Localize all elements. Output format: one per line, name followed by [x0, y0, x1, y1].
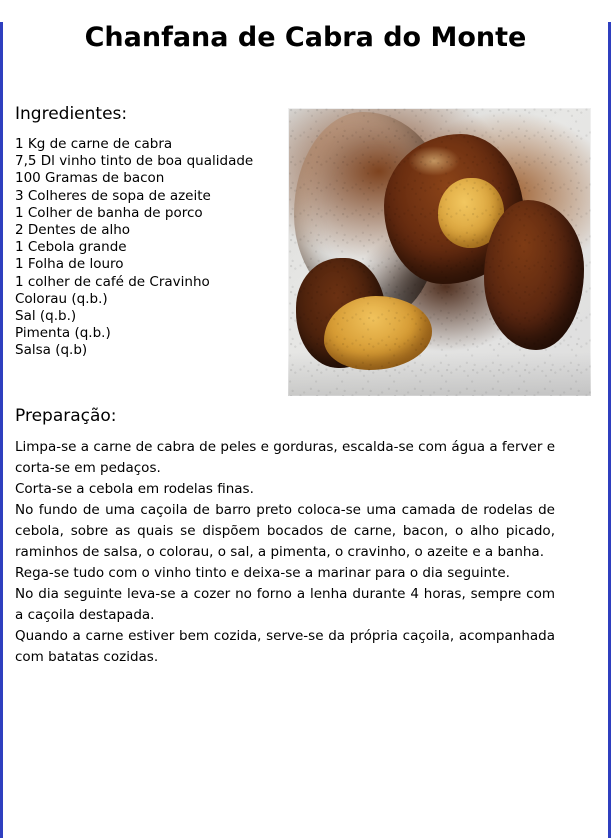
page-title: Chanfana de Cabra do Monte	[84, 22, 527, 53]
preparation-paragraph: No dia seguinte leva-se a cozer no forno a lenha durante 4 horas, sempre com a caçoila destapada.	[15, 586, 555, 623]
list-item: 3 Colheres de sopa de azeite	[15, 187, 211, 204]
list-item: Colorau (q.b.)	[15, 290, 108, 307]
preparation-paragraph: Rega-se tudo com o vinho tinto e deixa-se a marinar para o dia seguinte.	[15, 565, 510, 581]
list-item: Sal (q.b.)	[15, 308, 77, 325]
list-item: 2 Dentes de alho	[15, 222, 131, 239]
preparation-paragraph: Quando a carne estiver bem cozida, serve-se da própria caçoila, acompanhada com batatas cozidas.	[15, 628, 555, 665]
ingredients-heading: Ingredientes:	[15, 104, 128, 124]
preparation-paragraph: No fundo de uma caçoila de barro preto coloca-se uma camada de rodelas de cebola, sobre as quais se dispõem bocados de carne, bacon, o alho picado, raminhos de salsa, o colorau, o sal, a pimenta, o cravinho, o azeite e a banha.	[15, 502, 555, 560]
list-item: Pimenta (q.b.)	[15, 325, 111, 342]
list-item: 1 Colher de banha de porco	[15, 204, 203, 221]
ingredients-list	[15, 136, 283, 360]
preparation-body	[15, 437, 555, 668]
photo-grain-texture	[288, 108, 591, 396]
preparation-paragraph: Limpa-se a carne de cabra de peles e gorduras, escalda-se com água a ferver e corta-se em pedaços.	[15, 439, 555, 476]
list-item: 100 Gramas de bacon	[15, 170, 165, 187]
list-item: 1 Kg de carne de cabra	[15, 136, 173, 152]
preparation-heading: Preparação:	[15, 406, 117, 426]
list-item: 1 Cebola grande	[15, 239, 127, 256]
recipe-page	[0, 22, 611, 838]
list-item: 1 colher de café de Cravinho	[15, 273, 210, 290]
list-item: 7,5 Dl vinho tinto de boa qualidade	[15, 153, 254, 170]
list-item: 1 Folha de louro	[15, 256, 124, 273]
list-item: Salsa (q.b)	[15, 342, 88, 359]
preparation-paragraph: Corta-se a cebola em rodelas finas.	[15, 481, 254, 497]
dish-photo	[288, 108, 591, 396]
